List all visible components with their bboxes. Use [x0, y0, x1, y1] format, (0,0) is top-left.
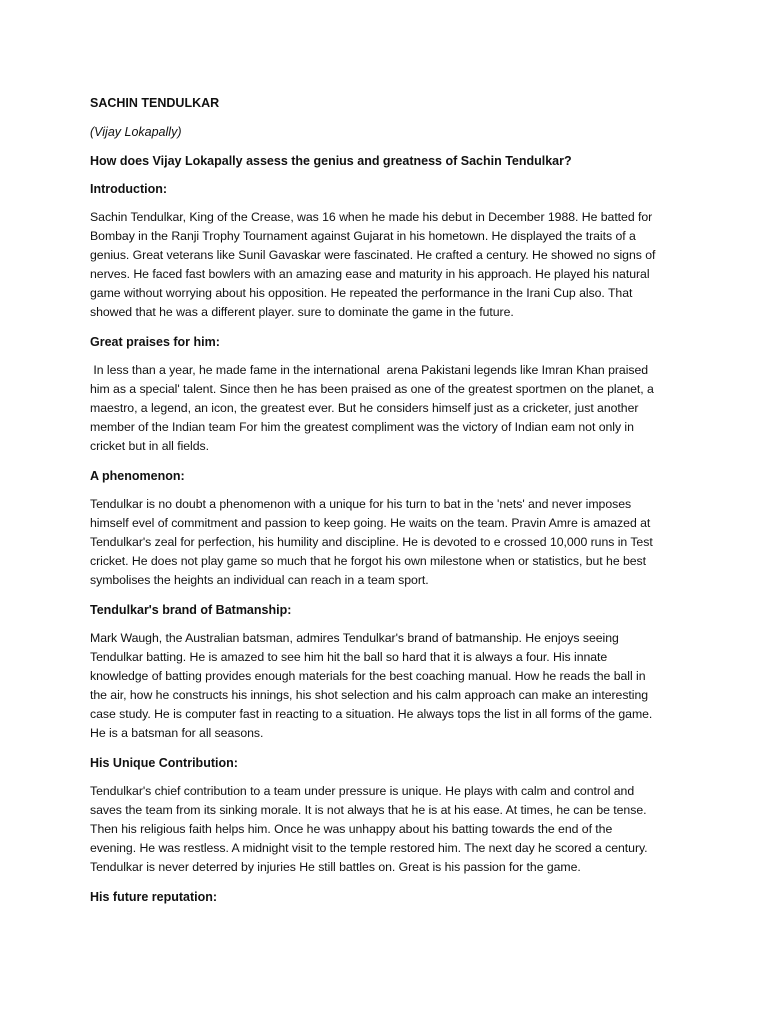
- paragraph-line: the air, how he constructs his innings, his shot selection and his calm approach can make an interesting: [90, 688, 649, 702]
- paragraph-line: Bombay in the Ranji Trophy Tournament against Gujarat in his hometown. He displayed the traits of a: [90, 229, 636, 243]
- paragraph-line: saves the team from its sinking morale. It is not always that he is at his ease. At times, he can be tense.: [90, 803, 647, 817]
- paragraph-line: cricket. He does not play game so much that he forgot his own milestone when or statistics, but he best: [90, 554, 647, 568]
- section-paragraph: [90, 208, 680, 322]
- paragraph-line: member of the Indian team For him the greatest compliment was the victory of Indian eam not only in: [90, 420, 634, 434]
- document-author: (Vijay Lokapally): [90, 125, 182, 139]
- document-question: How does Vijay Lokapally assess the genius and greatness of Sachin Tendulkar?: [90, 154, 572, 168]
- paragraph-line: case study. He is computer fast in reacting to a situation. He always tops the list in all forms of the game.: [90, 707, 653, 721]
- paragraph-line: Tendulkar is never deterred by injuries He still battles on. Great is his passion for the game.: [90, 860, 581, 874]
- paragraph-line: Sachin Tendulkar, King of the Crease, was 16 when he made his debut in December 1988. He batted for: [90, 210, 653, 224]
- section-heading: A phenomenon:: [90, 469, 185, 483]
- paragraph-line: He is a batsman for all seasons.: [90, 726, 264, 740]
- paragraph-line: Tendulkar's chief contribution to a team under pressure is unique. He plays with calm and control and: [90, 784, 635, 798]
- paragraph-line: Then his religious faith helps him. Once he was unhappy about his batting towards the end of the: [90, 822, 613, 836]
- section-batmanship: [90, 601, 680, 743]
- paragraph-line: knowledge of batting provides enough materials for the best coaching manual. How he reads the ball in: [90, 669, 646, 683]
- paragraph-line: Tendulkar's zeal for perfection, his humility and discipline. He is devoted to e crossed 10,000 runs in Test: [90, 535, 653, 549]
- section-introduction: [90, 180, 680, 322]
- paragraph-line: Tendulkar batting. He is amazed to see him hit the ball so hard that it is always a four. His innate: [90, 650, 608, 664]
- section-paragraph: [90, 782, 680, 877]
- paragraph-line: game without worrying about his opposition. He repeated the performance in the Irani Cup also. That: [90, 286, 633, 300]
- paragraph-line: In less than a year, he made fame in the international arena Pakistani legends like Imran Khan praised: [90, 363, 649, 377]
- section-heading: Tendulkar's brand of Batmanship:: [90, 603, 292, 617]
- section-paragraph: [90, 629, 680, 743]
- section-future-reputation: [90, 888, 680, 907]
- paragraph-line: him as a special' talent. Since then he has been praised as one of the greatest sportmen on the planet, a: [90, 382, 654, 396]
- paragraph-line: Tendulkar is no doubt a phenomenon with a unique for his turn to bat in the 'nets' and never imposes: [90, 497, 632, 511]
- section-paragraph: [90, 361, 680, 456]
- paragraph-line: nerves. He faced fast bowlers with an amazing ease and maturity in his approach. He played his natural: [90, 267, 650, 281]
- section-great-praises: [90, 333, 680, 456]
- paragraph-line: evening. He was restless. A midnight visit to the temple restored him. The next day he scored a century.: [90, 841, 648, 855]
- paragraph-line: himself evel of commitment and passion to keep going. He waits on the team. Pravin Amre is amazed at: [90, 516, 651, 530]
- section-heading: His Unique Contribution:: [90, 756, 238, 770]
- section-phenomenon: [90, 467, 680, 590]
- document-title: SACHIN TENDULKAR: [90, 96, 220, 110]
- paragraph-line: genius. Great veterans like Sunil Gavaskar were fascinated. He crafted a century. He showed no signs of: [90, 248, 656, 262]
- section-unique-contribution: [90, 754, 680, 877]
- section-heading: Introduction:: [90, 182, 168, 196]
- section-heading: His future reputation:: [90, 890, 218, 904]
- paragraph-line: symbolises the heights an individual can reach in a team sport.: [90, 573, 429, 587]
- section-paragraph: [90, 495, 680, 590]
- section-heading: Great praises for him:: [90, 335, 220, 349]
- paragraph-line: showed that he was a different player. sure to dominate the game in the future.: [90, 305, 514, 319]
- paragraph-line: cricket but in all fields.: [90, 439, 209, 453]
- paragraph-line: Mark Waugh, the Australian batsman, admires Tendulkar's brand of batmanship. He enjoys seeing: [90, 631, 619, 645]
- paragraph-line: maestro, a legend, an icon, the greatest ever. But he considers himself just as a cricketer, just another: [90, 401, 639, 415]
